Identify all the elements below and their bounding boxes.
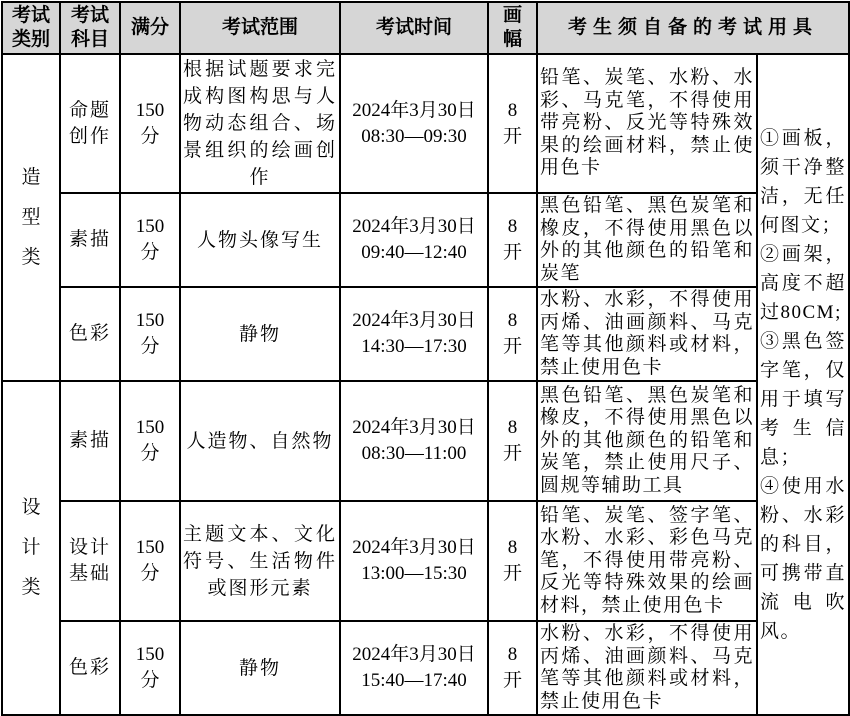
paper-size-value: 8开: [502, 537, 522, 584]
exam-date: 2024年3月30日: [352, 537, 476, 558]
cell-subject: [60, 287, 120, 381]
scope-text: 人造物、自然物: [186, 430, 334, 452]
cell-scope: [180, 193, 340, 287]
scope-text: 人物头像写生: [196, 229, 323, 251]
cell-scope: [180, 381, 340, 501]
cell-time: [340, 381, 488, 501]
note-item-3: ③黑色签字笔，仅用于填写考生信息；: [760, 330, 847, 468]
exam-time-range: 08:30—09:30: [361, 125, 467, 147]
exam-date: 2024年3月30日: [352, 417, 476, 438]
header-required-tools: [537, 2, 849, 54]
tools-text: 黑色铅笔、黑色炭笔和橡皮，不得使用黑色以外的其他颜色的铅笔和炭笔，禁止使用尺子、圆规等辅助工具: [540, 384, 754, 496]
cell-subject: [60, 381, 120, 501]
table-row: [2, 621, 849, 715]
cell-time: [340, 501, 488, 621]
header-exam-category: [2, 2, 60, 54]
cell-tools: [537, 54, 757, 193]
paper-size-value: 8开: [502, 99, 522, 147]
category-design-label: 设计类: [21, 497, 41, 598]
header-full-score-label: 满分: [130, 17, 169, 38]
cell-time: [340, 193, 488, 287]
exam-time-range: 15:40—17:40: [361, 670, 467, 691]
cell-scope: [180, 287, 340, 381]
subject-label: 色彩: [68, 657, 111, 678]
cell-paper-size: [488, 193, 537, 287]
cell-paper-size: [488, 501, 537, 621]
header-exam-category-label: 考试类别: [11, 5, 50, 50]
exam-date: 2024年3月30日: [352, 216, 476, 237]
scope-text: 静物: [238, 657, 281, 679]
paper-size-value: 8开: [502, 644, 522, 691]
exam-time-range: 08:30—11:00: [361, 443, 467, 464]
cell-score: [120, 621, 180, 715]
cell-subject: [60, 54, 120, 193]
cell-subject: [60, 501, 120, 621]
tools-text: 水粉、水彩，不得使用丙烯、油画颜料、马克笔等其他颜料或材料，禁止使用色卡: [540, 289, 754, 378]
cell-subject: [60, 621, 120, 715]
cell-score: [120, 501, 180, 621]
cell-score: [120, 287, 180, 381]
cell-scope: [180, 54, 340, 193]
header-full-score: [120, 2, 180, 54]
note-item-4: ④使用水粉、水彩的科目，可携带直流电吹风。: [760, 475, 847, 642]
cell-tools: [537, 287, 757, 381]
header-exam-scope: [180, 2, 340, 54]
table-row: [2, 193, 849, 287]
table-header-row: [2, 2, 849, 54]
category-modeling-label: 造型类: [21, 166, 41, 268]
subject-label: 素描: [68, 229, 111, 250]
table-row: [2, 501, 849, 621]
scope-text: 主题文本、文化符号、生活物件或图形元素: [183, 523, 337, 599]
paper-size-value: 8开: [502, 310, 522, 357]
score-value: 150分: [135, 644, 165, 691]
paper-size-value: 8开: [502, 216, 522, 263]
subject-label: 素描: [68, 430, 111, 451]
tools-text: 铅笔、炭笔、水粉、水彩、马克笔，不得使用带亮粉、反光等特殊效果的绘画材料，禁止使用色卡: [540, 67, 754, 179]
cell-notes: [757, 54, 849, 715]
header-exam-time-label: 考试时间: [375, 17, 452, 38]
score-value: 150分: [135, 99, 165, 147]
header-paper-size-label: 画幅: [502, 5, 522, 50]
scope-text: 根据试题要求完成构图构思与人物动态组合、场景组织的绘画创作: [183, 59, 337, 188]
exam-time-range: 14:30—17:30: [361, 336, 467, 357]
header-required-tools-label: 考生须自备的考试用具: [568, 17, 819, 38]
cell-paper-size: [488, 54, 537, 193]
cell-subject: [60, 193, 120, 287]
cell-tools: [537, 621, 757, 715]
exam-date: 2024年3月30日: [352, 99, 476, 121]
note-item-1: ①画板，须干净整洁，无任何图文；: [760, 127, 847, 236]
subject-label: 设计基础: [68, 537, 111, 584]
cell-category-modeling: [2, 54, 60, 381]
exam-time-range: 13:00—15:30: [361, 563, 467, 584]
tools-text: 铅笔、炭笔、签字笔、水粉、水彩、彩色马克笔，不得使用带亮粉、反光等特殊效果的绘画材料，禁止使用色卡: [540, 504, 754, 616]
cell-paper-size: [488, 381, 537, 501]
header-paper-size: [488, 2, 537, 54]
paper-size-value: 8开: [502, 417, 522, 464]
score-value: 150分: [135, 216, 165, 263]
cell-category-design: [2, 381, 60, 715]
cell-scope: [180, 501, 340, 621]
cell-scope: [180, 621, 340, 715]
table-row: [2, 287, 849, 381]
score-value: 150分: [135, 417, 165, 464]
exam-date: 2024年3月30日: [352, 310, 476, 331]
exam-schedule-table: [1, 1, 850, 716]
tools-text: 水粉、水彩，不得使用丙烯、油画颜料、马克笔等其他颜料或材料，禁止使用色卡: [540, 623, 754, 712]
header-exam-subject: [60, 2, 120, 54]
cell-score: [120, 54, 180, 193]
score-value: 150分: [135, 310, 165, 357]
cell-score: [120, 381, 180, 501]
table-row: [2, 54, 849, 193]
subject-label: 色彩: [68, 323, 111, 344]
note-item-2: ②画架，高度不超过80CM;: [760, 243, 847, 323]
header-exam-scope-label: 考试范围: [221, 17, 298, 38]
subject-label: 命题创作: [68, 99, 111, 147]
cell-tools: [537, 501, 757, 621]
score-value: 150分: [135, 537, 165, 584]
cell-score: [120, 193, 180, 287]
tools-text: 黑色铅笔、黑色炭笔和橡皮，不得使用黑色以外的其他颜色的铅笔和炭笔: [540, 195, 754, 284]
header-exam-subject-label: 考试科目: [70, 5, 109, 50]
cell-paper-size: [488, 621, 537, 715]
cell-paper-size: [488, 287, 537, 381]
cell-tools: [537, 193, 757, 287]
cell-time: [340, 54, 488, 193]
cell-time: [340, 621, 488, 715]
exam-date: 2024年3月30日: [352, 644, 476, 665]
cell-tools: [537, 381, 757, 501]
table-row: [2, 381, 849, 501]
scope-text: 静物: [238, 323, 281, 345]
header-exam-time: [340, 2, 488, 54]
cell-time: [340, 287, 488, 381]
exam-time-range: 09:40—12:40: [361, 242, 467, 263]
